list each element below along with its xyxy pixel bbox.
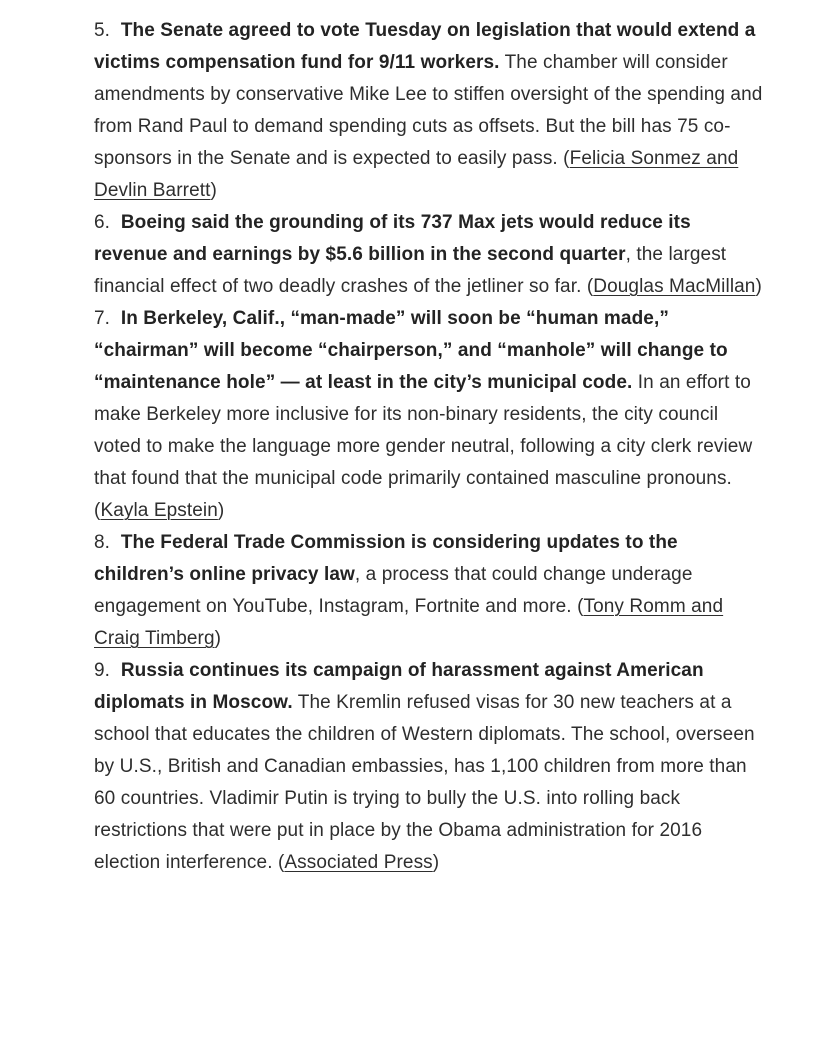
item-body-text: ) — [217, 500, 225, 521]
item-body-text: The Kremlin refused visas for 30 new teachers at a school that educates the children of Western diplomats. The school, overseen by U.S., British and Canadian embassies, has 1,100 children from more than 60 countries. Vladimir Putin is trying to bully the U.S. into rolling back restrictions that were put in place by the Obama administration for 2016 election interference. ( — [94, 692, 755, 873]
item-body-text: In an effort to make Berkeley more inclusive for its non-binary residents, the city council voted to make the language more gender neutral, following a city clerk review that found that the municipal code primarily contained masculine pronouns. ( — [94, 372, 753, 521]
news-item — [94, 655, 764, 879]
news-item — [94, 15, 764, 207]
item-lead-text: The Federal Trade Commission is considering updates to the children’s online privacy law — [94, 532, 678, 585]
news-item — [94, 303, 764, 527]
item-lead-text: In Berkeley, Calif., “man-made” will soon be “human made,” “chairman” will become “chairperson,” and “manhole” will change to “maintenance hole” — at least in the city’s municipal code. — [94, 308, 728, 393]
author-link[interactable]: Tony Romm and Craig Timberg — [94, 596, 724, 649]
item-number: 7. — [94, 308, 121, 329]
news-list — [94, 15, 764, 879]
item-number: 9. — [94, 660, 121, 681]
item-body-text: ) — [755, 276, 762, 297]
item-number: 5. — [94, 20, 121, 41]
item-body-text: , a process that could change underage engagement on YouTube, Instagram, Fortnite and more. ( — [94, 564, 693, 617]
news-item — [94, 207, 764, 303]
item-body-text: The chamber will consider amendments by conservative Mike Lee to stiffen oversight of the spending and from Rand Paul to demand spending cuts as offsets. But the bill has 75 co-sponsors in the Senate and is expected to easily pass. ( — [94, 52, 763, 169]
item-lead-text: Russia continues its campaign of harassment against American diplomats in Moscow. — [94, 660, 704, 713]
item-lead-text: Boeing said the grounding of its 737 Max jets would reduce its revenue and earnings by $5.6 billion in the second quarter — [94, 212, 691, 265]
item-body-text: ) — [432, 852, 440, 873]
author-link[interactable]: Douglas MacMillan — [593, 276, 756, 297]
item-body-text: ) — [210, 180, 217, 201]
author-link[interactable]: Kayla Epstein — [100, 500, 218, 521]
news-item — [94, 527, 764, 655]
item-lead-text: The Senate agreed to vote Tuesday on legislation that would extend a victims compensation fund for 9/11 workers. — [94, 20, 756, 73]
item-body-text: ) — [214, 628, 222, 649]
item-number: 6. — [94, 212, 121, 233]
item-number: 8. — [94, 532, 121, 553]
author-link[interactable]: Associated Press — [284, 852, 433, 873]
item-body-text: , the largest financial effect of two deadly crashes of the jetliner so far. ( — [94, 244, 727, 297]
author-link[interactable]: Felicia Sonmez and Devlin Barrett — [94, 148, 739, 201]
